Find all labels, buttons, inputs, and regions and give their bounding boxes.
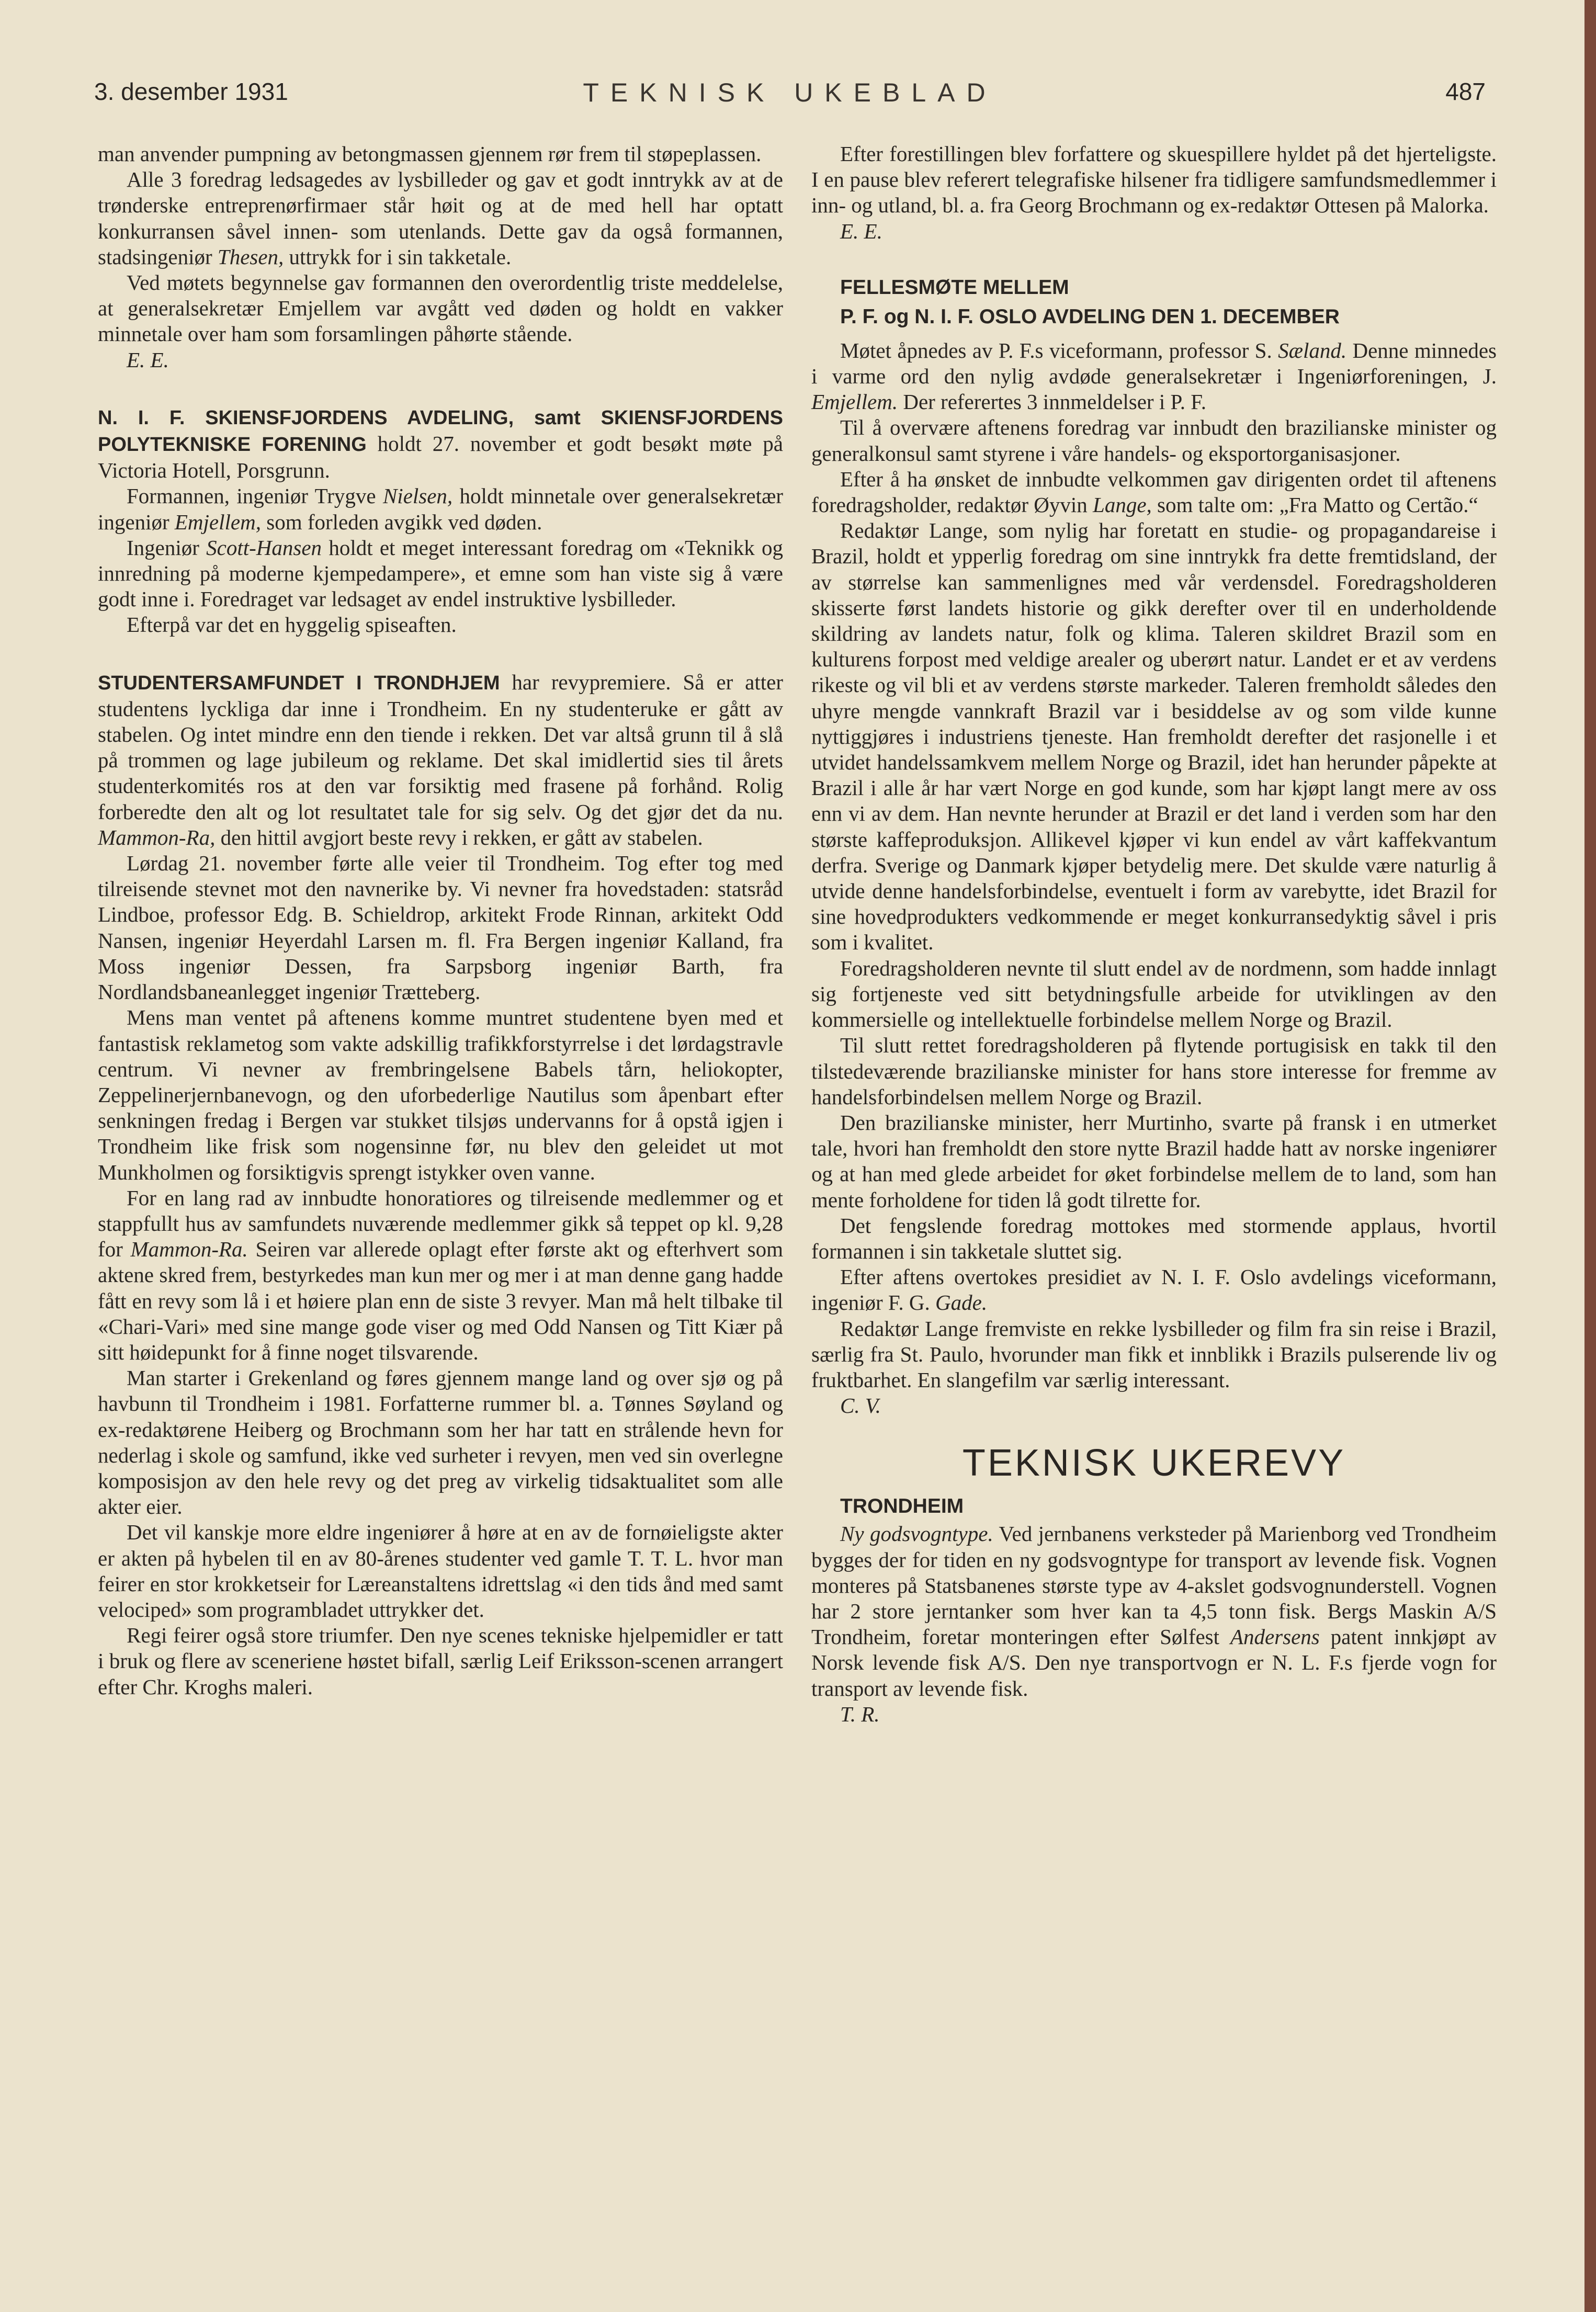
text: som talte om: „Fra Matto og Certão.“ bbox=[1151, 493, 1478, 517]
section-heading: STUDENTERSAMFUNDET I TRONDHJEM bbox=[98, 672, 500, 694]
paragraph: Lørdag 21. november førte alle veier til Trondheim. Tog efter tog med tilreisende stevnet mot den navnerike by. Vi nevner fra hovedstaden: statsråd Lindboe, professor Edg. B. Schieldrop, arkitekt Frode Rinnan, arkitekt Odd Nansen, ingeniør Heyerdahl Larsen m. fl. Fra Bergen ingeniør Kalland, fra Moss ingeniør Dessen, fra Sarpsborg ingeniør Barth, fra Nordlandsbaneanlegget ingeniør Trætteberg. bbox=[98, 851, 783, 1004]
text: Ved jernbanens verksteder på Marienborg ved Trondheim bygges der for tiden en ny godsvogntype for transport av levende fisk. Vognen monteres på Statsbanenes største type av 4-akslet godsvognunderstell. Vognen har 2 store jerntanker som hver kan ta 4,5 tonn fisk. Bergs Maskin A/S Trondheim, foretar monteringen efter Sølfest bbox=[811, 1522, 1497, 1649]
paragraph: Regi feirer også store triumfer. Den nye scenes tekniske hjelpemidler er tatt i bruk og flere av sceneriene høstet bifall, særlig Leif Eriksson-scenen arrangert efter Chr. Kroghs maleri. bbox=[98, 1623, 783, 1699]
text: Denne minnedes i varme ord den nylig avdøde generalsekretær i Ingeniørforeningen, J. bbox=[811, 338, 1497, 389]
revue-title: Mammon-Ra, bbox=[98, 825, 216, 849]
person-name: Emjellem, bbox=[174, 509, 261, 534]
text: patent innkjøpt av Norsk levende fisk A/S. Den nye transportvogn er N. L. F.s fjerde vogn for transport av levende fisk. bbox=[811, 1625, 1497, 1701]
spacer bbox=[811, 244, 1497, 273]
paragraph: Ved møtets begynnelse gav formannen den overordentlig triste meddelelse, at generalsekretær Emjellem var avgått ved døden og holdt en vakker minnetale over ham som forsamlingen påhørte stående. bbox=[98, 270, 783, 346]
right-column bbox=[811, 141, 1497, 1727]
left-column bbox=[98, 141, 783, 1700]
page-number: 487 bbox=[1445, 78, 1486, 105]
text: Efter aftens overtokes presidiet av N. I. F. Oslo avdelings viceformann, ingeniør F. G. bbox=[811, 1265, 1497, 1315]
paragraph: Redaktør Lange fremviste en rekke lysbilleder og film fra sin reise i Brazil, særlig fra St. Paulo, hvorunder man fikk et innblikk i Brazils pulserende liv og fruktbarhet. En slangefilm var særlig interessant. bbox=[811, 1316, 1497, 1392]
text: holdt 27. november et godt besøkt møte på Victoria Hotell, Porsgrunn. bbox=[98, 432, 783, 483]
section-lead bbox=[98, 670, 783, 851]
signature: C. V. bbox=[840, 1393, 881, 1418]
section-heading: P. F. og N. I. F. OSLO AVDELING DEN 1. DECEMBER bbox=[840, 305, 1340, 328]
text: holdt et meget interessant foredrag om «Teknikk og innredning på moderne kjempedampere», et emne som han viste sig å være godt inne i. Foredraget var ledsaget av endel instruktive lysbilleder. bbox=[98, 535, 783, 611]
paragraph: Til å overvære aftenens foredrag var innbudt den brazilianske minister og generalkonsul samt styrene i våre handels- og eksportorganisasjoner. bbox=[811, 415, 1497, 466]
signature: E. E. bbox=[840, 219, 882, 243]
section-lead bbox=[98, 404, 783, 484]
person-name: Sæland. bbox=[1278, 338, 1347, 362]
text: Formannen, ingeniør Trygve bbox=[127, 484, 383, 508]
text: Efter å ha ønsket de innbudte velkommen gav dirigenten ordet til aftenens foredragsholder, redaktør Øyvin bbox=[811, 467, 1497, 517]
paragraph bbox=[98, 167, 783, 270]
paragraph bbox=[98, 483, 783, 535]
paragraph bbox=[98, 535, 783, 613]
person-name: Emjellem. bbox=[811, 390, 898, 414]
person-name: Gade. bbox=[935, 1290, 988, 1315]
text: uttrykk for i sin takketale. bbox=[284, 244, 512, 269]
paragraph: Foredragsholderen nevnte til slutt endel av de nordmenn, som hadde innlagt sig fortjeneste ved sitt betydningsfulle arbeide for utviklingen av den kommersielle og intellektuelle forbindelse mellem Norge og Brazil. bbox=[811, 956, 1497, 1032]
paragraph: Efter forestillingen blev forfattere og skuespillere hyldet på det hjerteligste. I en pause blev referert telegrafiske hilsener fra tidligere samfundsmedlemmer i inn- og utland, bl. a. fra Georg Brochmann og ex-redaktør Ottesen på Malorka. bbox=[811, 142, 1497, 218]
header-date: 3. desember 1931 bbox=[94, 78, 288, 105]
text: har revypremiere. Så er atter studentens lyckliga dar inne i Trondheim. En ny studenteruke er gått av stabelen. Og intet mindre enn den tiende i rekken. Det var altså grunn til å slå på trommen og lage jubileum og reklame. Det skal imidlertid sies til årets studenterkomités ros at den var forsiktig med frasene på forhånd. Rolig forberedte den alt og lot resultatet tale for sig selv. Og det gjør det da nu. bbox=[98, 670, 783, 824]
text: den hittil avgjort beste revy i rekken, er gått av stabelen. bbox=[215, 825, 703, 849]
header-title: TEKNISK UKEBLAD bbox=[583, 78, 997, 107]
person-name: Andersens bbox=[1230, 1625, 1320, 1649]
text: Seiren var allerede oplagt efter første akt og efterhvert som aktene skred frem, bestyrkedes man kun mer og mer i at man denne gang hadde fått en revy som lå i et høiere plan enn de siste 3 revyer. Man må helt tilbake til «Chari-Vari» med sine mange gode viser og med Odd Nansen og Titt Kiær på sitt høidepunkt for å finne noget tilsvarende. bbox=[98, 1237, 784, 1364]
section-heading: FELLESMØTE MELLEM bbox=[840, 276, 1069, 299]
text: Ingeniør bbox=[127, 535, 207, 560]
spacer bbox=[98, 373, 783, 404]
paragraph: Den brazilianske minister, herr Murtinho, svarte på fransk i en utmerket tale, hvori han fremholdt den store nytte Brazil hadde hatt av norske ingeniører og at han med glede arbeidet for øket forbindelse mellem de to land, som han mente forholdene for tiden lå godt tilrette for. bbox=[811, 1110, 1497, 1212]
signature: T. R. bbox=[840, 1702, 880, 1726]
paragraph bbox=[811, 338, 1497, 415]
paragraph: Det vil kanskje more eldre ingeniører å høre at en av de fornøieligste akter er akten på hybelen til en av 80-årenes studenter ved gamle T. T. L. hvor man feirer en stor krokketseir for Læreanstaltens idrettslag «i den tids ånd med samt velociped» som programbladet uttrykker det. bbox=[98, 1520, 783, 1622]
paragraph: Efterpå var det en hyggelig spiseaften. bbox=[127, 613, 457, 637]
person-name: Nielsen, bbox=[382, 484, 453, 508]
text: Møtet åpnedes av P. F.s viceformann, professor S. bbox=[840, 338, 1278, 362]
person-name: Scott-Hansen bbox=[206, 535, 322, 560]
text: Der referertes 3 innmeldelser i P. F. bbox=[898, 390, 1206, 414]
sub-heading: TRONDHEIM bbox=[840, 1495, 964, 1518]
spacer bbox=[811, 332, 1497, 338]
paragraph bbox=[98, 1185, 783, 1365]
paragraph bbox=[811, 1521, 1497, 1701]
text: For en lang rad av innbudte honoratiores og tilreisende medlemmer og et stappfullt hus av samfundets nuværende medlemmer gikk så teppet op kl. 9,28 for bbox=[98, 1185, 783, 1262]
paragraph: Det fengslende foredrag mottokes med stormende applaus, hvortil formannen i sin takketale sluttet sig. bbox=[811, 1213, 1497, 1263]
section-heading: N. I. F. SKIENSFJORDENS AVDELING, samt SKIENSFJORDENS POLYTEKNISKE FORENING bbox=[98, 406, 783, 456]
page-edge bbox=[1584, 0, 1596, 2312]
person-name: Lange, bbox=[1093, 493, 1152, 517]
page-header bbox=[94, 77, 1486, 124]
section-title: TEKNISK UKEREVY bbox=[962, 1442, 1346, 1484]
spacer bbox=[98, 638, 783, 670]
signature: E. E. bbox=[127, 347, 169, 372]
paragraph: Til slutt rettet foredragsholderen på flytende portugisisk en takk til den tilstedeværende brazilianske minister for hans store interesse for fremme av handelsforbindelsen mellem Norge og Brazil. bbox=[811, 1033, 1497, 1109]
revue-title: Mammon-Ra. bbox=[130, 1237, 248, 1262]
paragraph bbox=[811, 1264, 1497, 1316]
person-name: Thesen, bbox=[217, 244, 284, 269]
paragraph: Man starter i Grekenland og føres gjennem mange land og over sjø og på havbunn til Trondheim i 1981. Forfatterne rummer bl. a. Tønnes Søyland og ex-redaktørene Heiberg og Brochmann som her har tatt en strålende hevn for nederlag i skole og samfund, ikke ved surheter i revyen, men ved sin overlegne komposisjon av den hele revy og det preg av virkelig tidsaktualitet som alle akter eier. bbox=[98, 1366, 783, 1519]
text: Alle 3 foredrag ledsagedes av lysbilleder og gav et godt inntrykk av at de trønderske entreprenørfirmaer står høit og at de med hell har optatt konkurransen såvel innen- som utenlands. Dette gav da også formannen, stadsingeniør bbox=[98, 167, 783, 269]
paragraph: man anvender pumpning av betongmassen gjennem rør frem til støpeplassen. bbox=[98, 142, 762, 166]
article-lead: Ny godsvogntype. bbox=[840, 1522, 993, 1546]
text: som forleden avgikk ved døden. bbox=[261, 509, 542, 534]
text: holdt minnetale over generalsekretær ingeniør bbox=[98, 484, 783, 534]
paragraph: Redaktør Lange, som nylig har foretatt en studie- og propagandareise i Brazil, holdt et ypperlig foredrag om sine inntrykk fra dette fremtidsland, der av størrelse kan sammenlignes med vår verdensdel. Foredragsholderen skisserte først landets historie og gikk derefter over til en underholdende skildring av landets natur, folk og klima. Taleren skildret Brazil som en kulturens forpost med veldige arealer og uberørt natur. Landet er et av verdens rikeste og vil bli et av verdens største markeder. Taleren fremholdt således den uhyre mengde vannkraft Brazil var i besiddelse av og som vilde kunne nyttiggjøres i industriens tjeneste. Han fremholdt derefter det rasjonelle i et utvidet handelssamkvem mellem Norge og Brazil, idet han herunder påpekte at Brazil i alle år har vært Norge en god kunde, som har kjøpt langt mere av oss enn vi av dem. Han nevnte herunder at Brazil er det land i verden som har den største kaffeproduksjon. Allikevel kjøper vi kun endel av vårt kaffekvantum derfra. Sverige og Danmark kjøper betydelig mere. Det skulde være naturlig å utvide denne handelsforbindelse, eventuelt i form av varebytte, idet Brazil for sine hovedprodukters vedkommende er meget konkurransedyktig såvel i pris som i kvalitet. bbox=[811, 518, 1497, 955]
paragraph bbox=[811, 467, 1497, 518]
paragraph: Mens man ventet på aftenens komme muntret studentene byen med et fantastisk reklametog som vakte adskillig trafikkforstyrrelse i det lørdagstravle centrum. Vi nevner av frembringelsene Babels tårn, heliokopter, Zeppelinerjernbanevogn, og den uforbederlige Nautilus som åpenbart efter senkningen fredag i Bergen var stukket tilsjøs undervanns for å opstå igjen i Trondheim like frisk som nogensinne før, nu blev den geleidet ut mot Munkholmen og forsiktigvis sprengt istykker oven vanne. bbox=[98, 1005, 783, 1184]
